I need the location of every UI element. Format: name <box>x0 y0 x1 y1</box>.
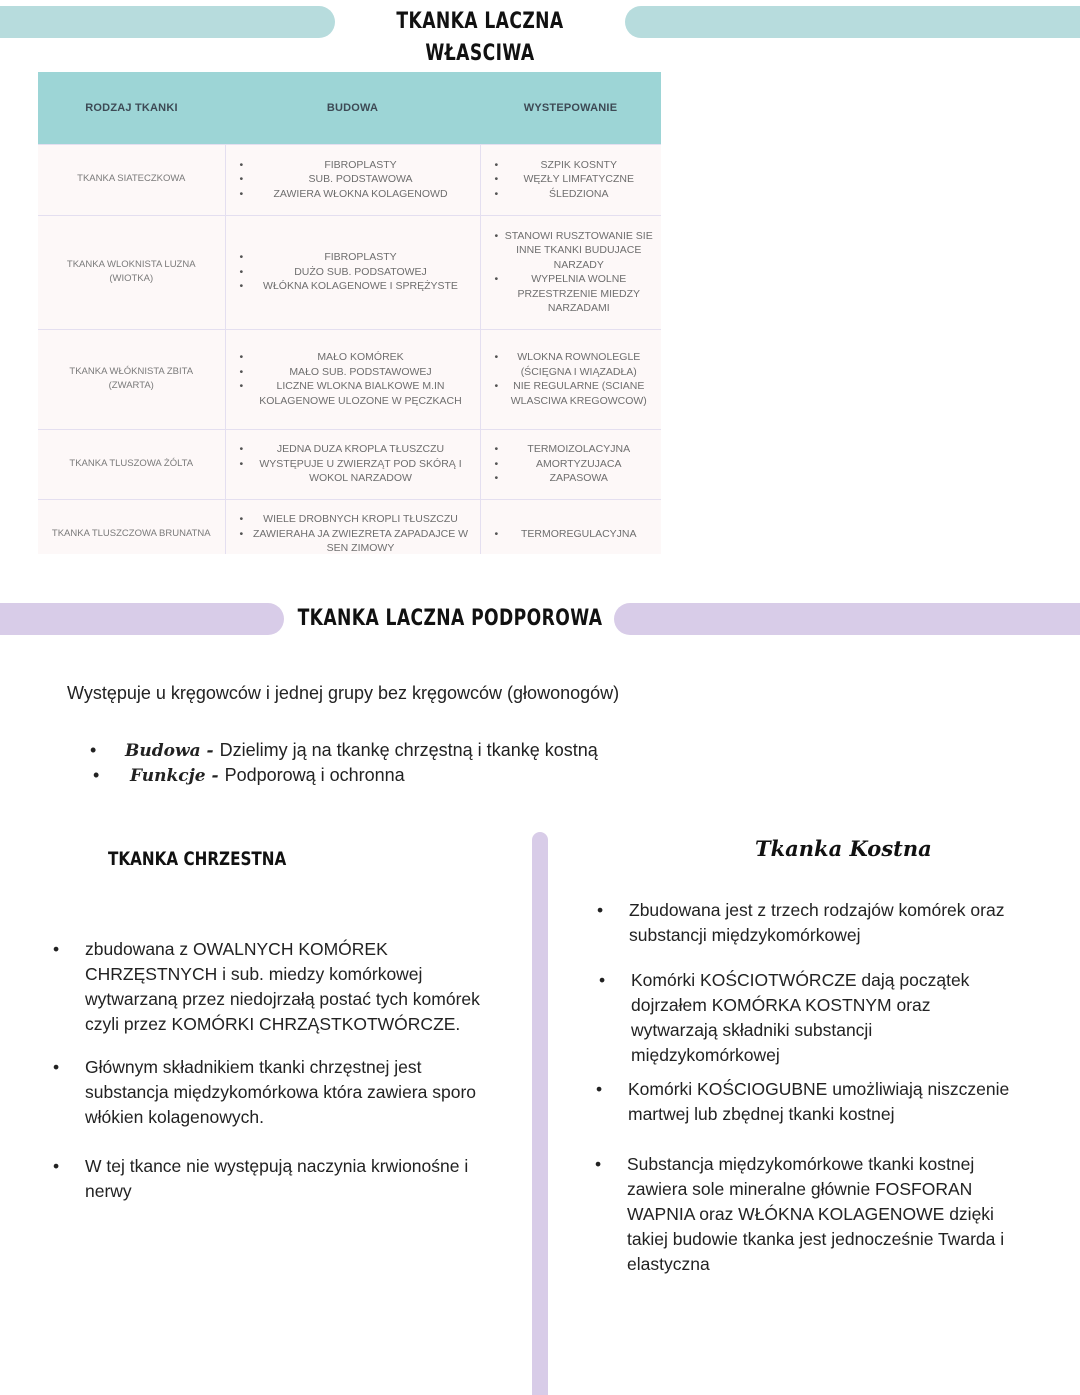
header-rodzaj: RODZAJ TKANKI <box>38 72 225 144</box>
bullet-icon: • <box>90 740 97 760</box>
wystepowanie-cell <box>480 329 661 429</box>
table-row <box>38 429 661 499</box>
header-wystepowanie: WYSTEPOWANIE <box>480 72 661 144</box>
list-item: • WLOKNA ROWNOLEGLE (ŚCIĘGNA I WIĄZADŁA) <box>489 350 654 379</box>
list-item: • Substancja międzykomórkowe tkanki kostnej zawiera sole mineralne głównie FOSFORAN WAPNIA oraz WŁÓKNA KOLAGENOWE dzięki takiej budowie tkanka jest jednocześnie Twarda i elastyczna <box>595 1154 1005 1274</box>
kostna-title: Tkanka Kostna <box>755 836 932 861</box>
feature-key: Funkcje - <box>130 766 219 786</box>
list-item: • SUB. PODSTAWOWA <box>234 172 472 187</box>
list-item: • LICZNE WLOKNA BIALKOWE M.IN KOLAGENOWE ULOZONE W PĘCZKACH <box>234 379 472 408</box>
tissue-kind: TKANKA WŁÓKNISTA ZBITA (ZWARTA) <box>38 329 225 429</box>
bullet-icon: • <box>53 1057 60 1077</box>
list-item: • DUŻO SUB. PODSATOWEJ <box>234 265 472 280</box>
tissue-table <box>38 72 661 554</box>
tissue-kind: TKANKA SIATECZKOWA <box>38 144 225 215</box>
banner-bar-left <box>0 6 335 38</box>
list-item: • Komórki KOŚCIOTWÓRCZE dają początek dojrzałem KOMÓRKA KOSTNYM oraz wytwarzają składniki substancji międzykomórkowej <box>599 970 970 1065</box>
list-item: • TERMOREGULACYJNA <box>489 527 654 542</box>
bullet-icon: • <box>53 1156 60 1176</box>
table-row <box>38 144 661 215</box>
table-row <box>38 499 661 554</box>
bullet-icon: • <box>596 1079 603 1099</box>
list-item: • FIBROPLASTY <box>234 250 472 265</box>
list-item: • WIELE DROBNYCH KROPLI TŁUSZCZU <box>234 512 472 527</box>
banner-bar-right <box>614 603 1080 635</box>
table-row <box>38 215 661 329</box>
list-item: • Komórki KOŚCIOGUBNE umożliwiają niszczenie martwej lub zbędnej tkanki kostnej <box>596 1079 1010 1124</box>
list-item: • Zbudowana jest z trzech rodzajów komórek oraz substancji międzykomórkowej <box>597 900 1005 945</box>
column-divider <box>532 832 548 1395</box>
list-item: • STANOWI RUSZTOWANIE SIE INNE TKANKI BUDUJACE NARZADY <box>489 229 654 273</box>
list-item: • W tej tkance nie występują naczynia krwionośne i nerwy <box>53 1156 469 1201</box>
header-budowa: BUDOWA <box>225 72 480 144</box>
list-item: • ŚLEDZIONA <box>489 187 654 202</box>
wystepowanie-cell <box>480 144 661 215</box>
feature-value: Podporową i ochronna <box>224 765 405 785</box>
feature-budowa <box>90 740 598 761</box>
budowa-cell <box>225 499 480 554</box>
intro-text: Występuje u kręgowców i jednej grupy bez kręgowców (głowonogów) <box>67 683 620 703</box>
bullet-icon: • <box>597 900 604 920</box>
list-item: • Głównym składnikiem tkanki chrzęstnej jest substancja międzykomórkowa która zawiera sporo włókien kolagenowych. <box>53 1057 476 1127</box>
list-item: • WĘZŁY LIMFATYCZNE <box>489 172 654 187</box>
budowa-cell <box>225 144 480 215</box>
list-item: • ZAWIERAHA JA ZWIEZRETA ZAPADAJCE W SEN ZIMOWY <box>234 527 472 554</box>
bullet-icon: • <box>93 765 100 785</box>
list-item: • ZAPASOWA <box>489 471 654 486</box>
feature-value: Dzielimy ją na tkankę chrzęstną i tkankę kostną <box>219 740 598 760</box>
list-item: • WŁÓKNA KOLAGENOWE I SPRĘŻYSTE <box>234 279 472 294</box>
list-item: • TERMOIZOLACYJNA <box>489 442 654 457</box>
feature-funkcje <box>93 765 405 786</box>
wystepowanie-cell <box>480 499 661 554</box>
list-item: • WYPELNIA WOLNE PRZESTRZENIE MIEDZY NARZADAMI <box>489 272 654 316</box>
list-item: • WYSTĘPUJE U ZWIERZĄT POD SKÓRĄ I WOKOL NARZADOW <box>234 457 472 486</box>
tissue-kind: TKANKA WLOKNISTA LUZNA (WIOTKA) <box>38 215 225 329</box>
tissue-kind: TKANKA TLUSZOWA ŻÓLTA <box>38 429 225 499</box>
tissue-kind: TKANKA TLUSZCZOWA BRUNATNA <box>38 499 225 554</box>
chrzestna-title: TKANKA CHRZESTNA <box>108 848 287 870</box>
section-title: TKANKA LACZNA WŁASCIWA <box>396 9 564 66</box>
section-title: TKANKA LACZNA PODPOROWA <box>297 606 603 631</box>
banner-bar-left <box>0 603 284 635</box>
list-item: • SZPIK KOSNTY <box>489 158 654 173</box>
wystepowanie-cell <box>480 215 661 329</box>
budowa-cell <box>225 329 480 429</box>
list-item: • AMORTYZUJACA <box>489 457 654 472</box>
list-item: • MAŁO SUB. PODSTAWOWEJ <box>234 365 472 380</box>
bullet-icon: • <box>599 970 606 990</box>
list-item: • NIE REGULARNE (SCIANE WLASCIWA KREGOWCOW) <box>489 379 654 408</box>
list-item: • FIBROPLASTY <box>234 158 472 173</box>
bullet-icon: • <box>53 939 60 959</box>
banner-bar-right <box>625 6 1080 38</box>
table-row <box>38 329 661 429</box>
bullet-icon: • <box>595 1154 602 1174</box>
feature-key: Budowa - <box>125 741 214 761</box>
list-item: • MAŁO KOMÓREK <box>234 350 472 365</box>
list-item: • zbudowana z OWALNYCH KOMÓREK CHRZĘSTNYCH i sub. miedzy komórkowej wytwarzaną przez niedojrzałą postać tych komórek czyli przez KOMÓRKI CHRZĄSTKOTWÓRCZE. <box>53 939 480 1034</box>
table-header-row <box>38 72 661 144</box>
budowa-cell <box>225 215 480 329</box>
list-item: • JEDNA DUZA KROPLA TŁUSZCZU <box>234 442 472 457</box>
list-item: • ZAWIERA WŁOKNA KOLAGENOWD <box>234 187 472 202</box>
wystepowanie-cell <box>480 429 661 499</box>
budowa-cell <box>225 429 480 499</box>
